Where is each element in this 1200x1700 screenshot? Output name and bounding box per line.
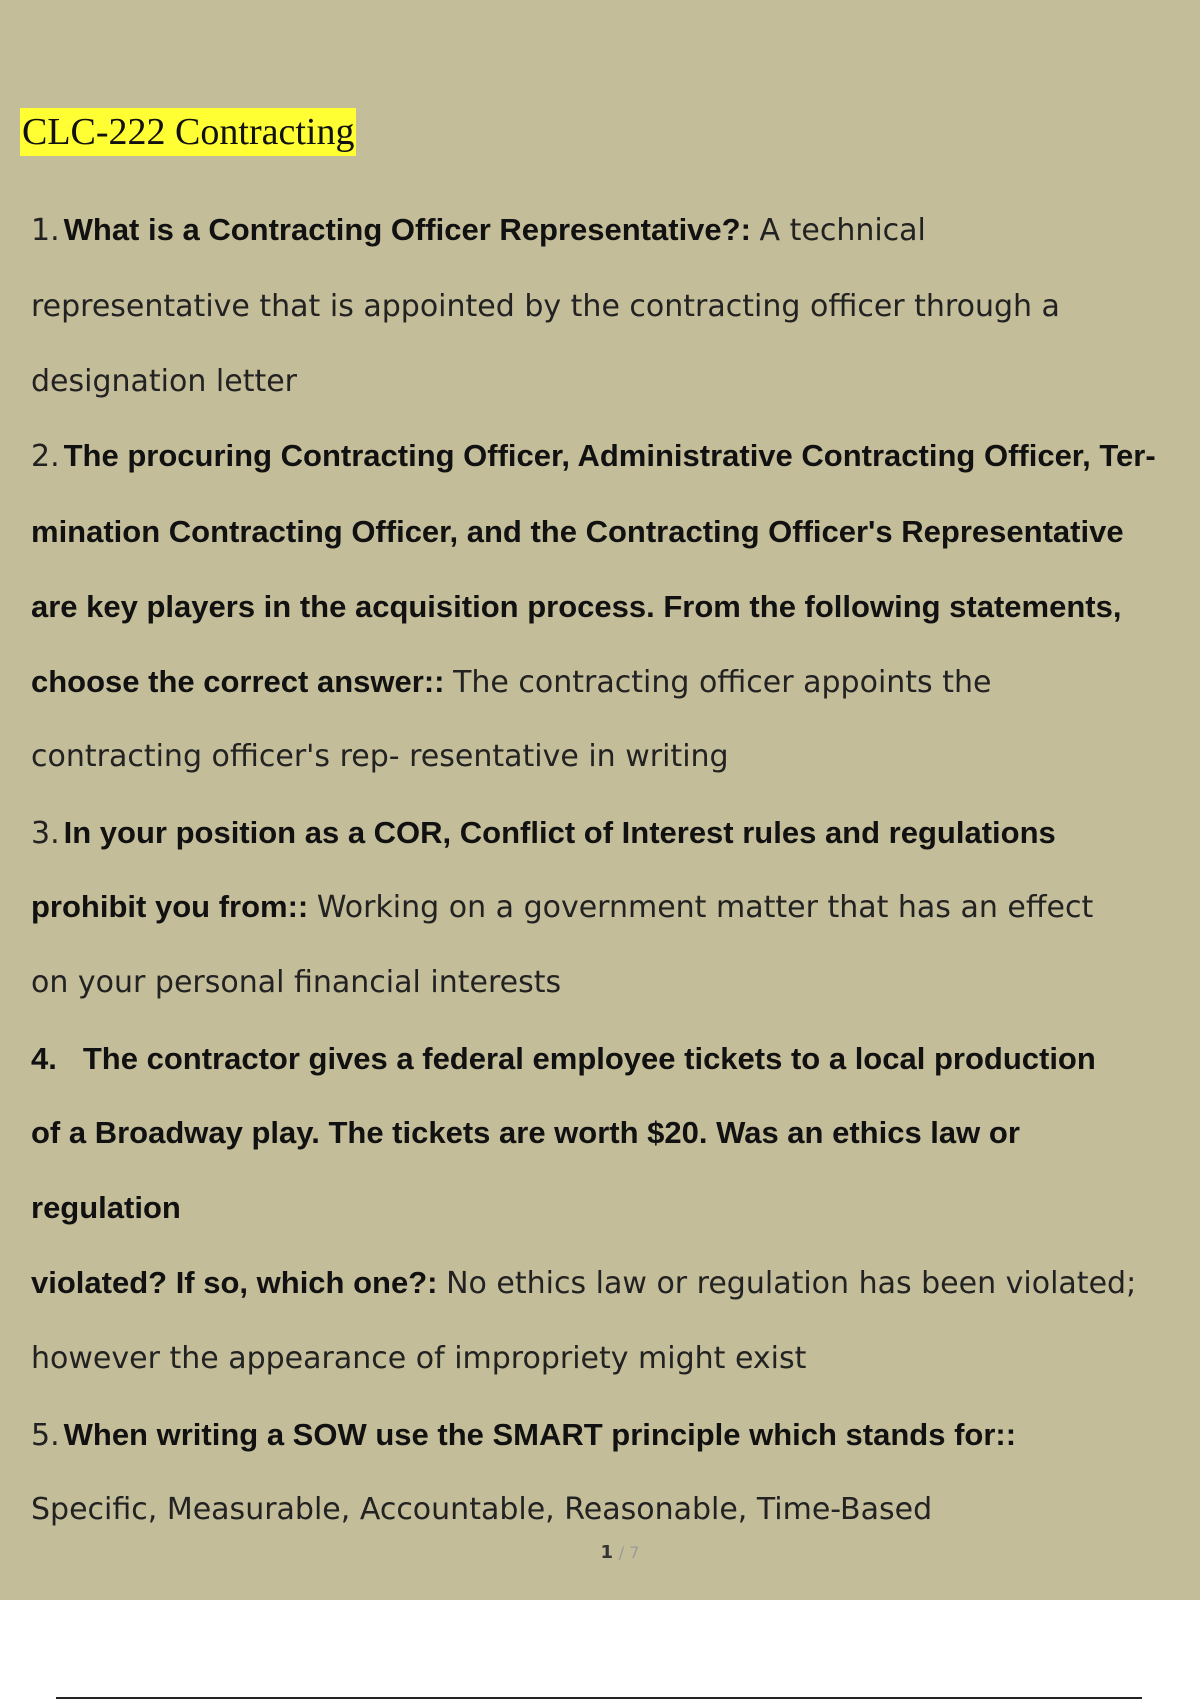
item-1-question: What is a Contracting Officer Representative?: bbox=[63, 212, 760, 247]
item-4-question-cont: violated? If so, which one?: bbox=[31, 1265, 447, 1300]
item-2-question-cont: choose the correct answer:: bbox=[31, 664, 454, 699]
item-3-line-2 bbox=[31, 885, 1093, 929]
item-2-question: The procuring Contracting Officer, Administrative Contracting Officer, Ter- bbox=[63, 438, 1156, 473]
item-2-answer-cont: contracting officer's rep- resentative in writing bbox=[31, 739, 729, 774]
item-4-answer-cont: however the appearance of impropriety might exist bbox=[31, 1341, 807, 1376]
item-3-line-1 bbox=[31, 811, 1056, 855]
document-title: CLC-222 Contracting bbox=[20, 108, 356, 156]
item-5-answer: Specific, Measurable, Accountable, Reasonable, Time-Based bbox=[31, 1492, 933, 1527]
item-2-answer: The contracting officer appoints the bbox=[453, 665, 992, 700]
item-3-number: 3. bbox=[31, 816, 60, 851]
item-2-line-1 bbox=[31, 434, 1156, 478]
page-number-total: / 7 bbox=[618, 1543, 640, 1562]
item-4-question-cont: regulation bbox=[31, 1190, 181, 1225]
item-4-number: 4. bbox=[31, 1041, 57, 1076]
item-5-number: 5. bbox=[31, 1418, 60, 1453]
item-4-answer: No ethics law or regulation has been violated; bbox=[446, 1266, 1137, 1301]
item-3-answer: Working on a government matter that has an effect bbox=[316, 890, 1094, 925]
item-4-line-5 bbox=[31, 1336, 806, 1380]
item-1-line-1 bbox=[31, 208, 926, 252]
item-1-answer-cont: representative that is appointed by the contracting officer through a bbox=[31, 289, 1060, 324]
item-2-line-5 bbox=[31, 734, 729, 778]
item-3-line-3 bbox=[31, 960, 561, 1004]
item-4-line-2 bbox=[31, 1111, 1020, 1155]
item-2-number: 2. bbox=[31, 439, 60, 474]
item-1-line-2 bbox=[31, 284, 1060, 328]
item-3-question-cont: prohibit you from:: bbox=[31, 889, 317, 924]
item-2-line-3 bbox=[31, 585, 1121, 629]
item-4-question: The contractor gives a federal employee tickets to a local production bbox=[82, 1041, 1096, 1076]
item-3-answer-cont: on your personal financial interests bbox=[31, 965, 562, 1000]
item-2-line-4 bbox=[31, 660, 991, 704]
item-4-line-4 bbox=[31, 1261, 1136, 1305]
item-4-line-1 bbox=[31, 1037, 1096, 1081]
item-2-line-2 bbox=[31, 510, 1124, 554]
next-page-divider bbox=[56, 1697, 1142, 1699]
item-4-line-3 bbox=[31, 1186, 181, 1230]
item-1-number: 1. bbox=[31, 213, 60, 248]
page-number-current: 1 bbox=[600, 1542, 614, 1563]
item-1-answer-cont: designation letter bbox=[31, 364, 298, 399]
item-2-question-cont: mination Contracting Officer, and the Contracting Officer's Representative bbox=[31, 514, 1124, 549]
item-1-line-3 bbox=[31, 359, 297, 403]
item-1-answer: A technical bbox=[759, 213, 926, 248]
item-2-question-cont: are key players in the acquisition process. From the following statements, bbox=[31, 589, 1122, 624]
item-5-line-2 bbox=[31, 1487, 932, 1531]
page-number bbox=[0, 1542, 1200, 1563]
item-4-question-cont: of a Broadway play. The tickets are worth $20. Was an ethics law or bbox=[31, 1115, 1020, 1150]
item-5-line-1 bbox=[31, 1413, 1016, 1457]
item-3-question: In your position as a COR, Conflict of Interest rules and regulations bbox=[63, 815, 1056, 850]
item-5-question: When writing a SOW use the SMART principle which stands for:: bbox=[63, 1417, 1017, 1452]
